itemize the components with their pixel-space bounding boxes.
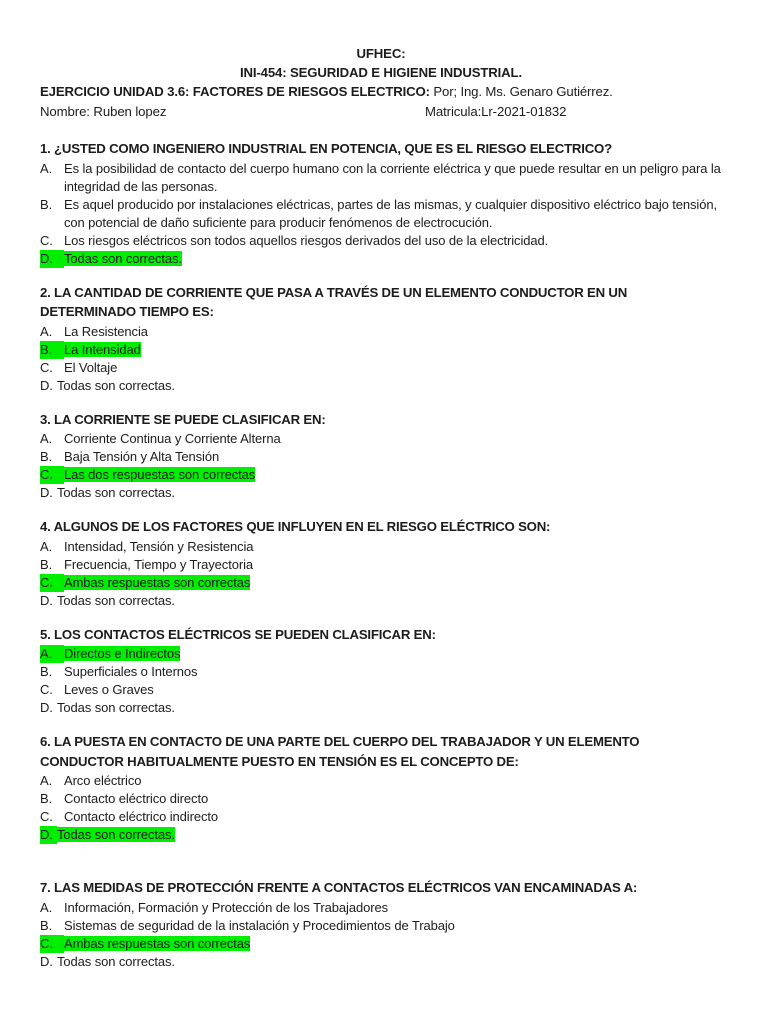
option-text: Todas son correctas. <box>57 377 175 393</box>
option-text: Frecuencia, Tiempo y Trayectoria <box>64 556 253 572</box>
question-title: 6. LA PUESTA EN CONTACTO DE UNA PARTE DEL CUERPO DEL TRABAJADOR Y UN ELEMENTO CONDUCTOR HABITUALMENTE PUESTO EN TENSIÓN ES EL CONCEPTO DE: <box>40 734 640 769</box>
option-letter: C. <box>40 359 53 375</box>
option-text: Contacto eléctrico directo <box>64 791 209 806</box>
option-text: Todas son correctas. <box>57 592 175 608</box>
header-institution: UFHEC: <box>356 46 406 61</box>
option-text: Leves o Graves <box>64 682 154 697</box>
header-exercise <box>40 82 722 101</box>
answer-option[interactable] <box>40 935 722 953</box>
question-block <box>40 625 722 718</box>
option-text <box>64 341 722 359</box>
option-letter: D. <box>40 592 53 608</box>
question-title: 4. ALGUNOS DE LOS FACTORES QUE INFLUYEN EN EL RIESGO ELÉCTRICO SON: <box>40 519 551 534</box>
document-header <box>40 44 722 122</box>
answer-option[interactable] <box>40 377 722 395</box>
option-text: Superficiales o Internos <box>64 664 198 679</box>
highlight-mark: Todas son correctas. <box>57 827 175 842</box>
answer-option[interactable] <box>40 196 722 232</box>
option-letter: B. <box>40 341 64 359</box>
highlight-mark: La Intensidad <box>64 341 141 357</box>
option-letter: D. <box>40 485 53 500</box>
option-text: Intensidad, Tensión y Resistencia <box>64 538 254 554</box>
student-name: Nombre: Ruben lopez <box>40 104 167 119</box>
option-text <box>64 645 722 663</box>
option-text: El Voltaje <box>64 359 118 375</box>
option-text <box>64 250 722 268</box>
answer-option[interactable] <box>40 681 722 699</box>
answer-option[interactable] <box>40 826 722 844</box>
option-letter: C. <box>40 232 53 248</box>
option-letter: B. <box>40 917 53 933</box>
option-letter: A. <box>40 431 53 446</box>
answer-option[interactable] <box>40 484 722 502</box>
option-letter: A. <box>40 160 53 176</box>
answer-option[interactable] <box>40 556 722 574</box>
option-letter: B. <box>40 449 53 464</box>
question-title: 1. ¿USTED COMO INGENIERO INDUSTRIAL EN POTENCIA, QUE ES EL RIESGO ELECTRICO? <box>40 141 612 156</box>
option-text <box>64 466 722 484</box>
option-text <box>57 826 722 844</box>
questions-list <box>40 139 722 971</box>
question-block <box>40 732 722 844</box>
option-letter: D. <box>40 377 53 393</box>
answer-option[interactable] <box>40 808 722 826</box>
option-text: Todas son correctas. <box>57 485 175 500</box>
option-text <box>64 574 722 592</box>
answer-option[interactable] <box>40 466 722 484</box>
option-letter: B. <box>40 196 53 212</box>
question-block <box>40 410 722 503</box>
question-title: 3. LA CORRIENTE SE PUEDE CLASIFICAR EN: <box>40 411 326 427</box>
option-letter: C. <box>40 574 64 592</box>
header-instructor: Por; Ing. Ms. Genaro Gutiérrez. <box>429 84 613 99</box>
highlight-mark: Ambas respuestas son correctas <box>64 935 251 951</box>
question-block <box>40 139 722 268</box>
option-text: La Resistencia <box>64 323 148 339</box>
answer-option[interactable] <box>40 574 722 592</box>
option-letter: A. <box>40 323 53 339</box>
option-text: Baja Tensión y Alta Tensión <box>64 449 220 464</box>
answer-option[interactable] <box>40 790 722 808</box>
option-text: Todas son correctas. <box>57 953 175 969</box>
option-letter: D. <box>40 826 57 844</box>
option-letter: B. <box>40 791 53 806</box>
answer-option[interactable] <box>40 250 722 268</box>
answer-option[interactable] <box>40 430 722 448</box>
answer-option[interactable] <box>40 663 722 681</box>
answer-option[interactable] <box>40 359 722 377</box>
option-letter: C. <box>40 682 53 697</box>
header-course: INI-454: SEGURIDAD E HIGIENE INDUSTRIAL. <box>240 65 522 80</box>
option-letter: D. <box>40 250 64 268</box>
question-title: 2. LA CANTIDAD DE CORRIENTE QUE PASA A TRAVÉS DE UN ELEMENTO CONDUCTOR EN UN DETERMINADO TIEMPO ES: <box>40 284 628 319</box>
option-letter: A. <box>40 773 53 788</box>
answer-option[interactable] <box>40 772 722 790</box>
option-letter: B. <box>40 664 53 679</box>
option-text: Todas son correctas. <box>57 700 175 715</box>
answer-option[interactable] <box>40 953 722 971</box>
question-block <box>40 878 722 971</box>
option-letter: C. <box>40 809 53 824</box>
option-letter: D. <box>40 700 53 715</box>
option-text: Sistemas de seguridad de la instalación y Procedimientos de Trabajo <box>64 917 455 933</box>
option-letter: C. <box>40 935 64 953</box>
option-text: Contacto eléctrico indirecto <box>64 809 219 824</box>
option-text: Información, Formación y Protección de los Trabajadores <box>64 899 388 915</box>
option-text: Arco eléctrico <box>64 773 142 788</box>
option-text: Es aquel producido por instalaciones eléctricas, partes de las mismas, y cualquier dispositivo eléctrico bajo tensión, con potencial de daño suficiente para producir fenómenos de electrocución. <box>64 196 717 230</box>
option-text: Los riesgos eléctricos son todos aquellos riesgos derivados del uso de la electricidad. <box>64 232 549 248</box>
answer-option[interactable] <box>40 899 722 917</box>
question-block <box>40 517 722 610</box>
option-text: Es la posibilidad de contacto del cuerpo humano con la corriente eléctrica y que puede resultar en un peligro para la integridad de las personas. <box>64 160 721 194</box>
header-exercise-title: EJERCICIO UNIDAD 3.6: FACTORES DE RIESGOS ELECTRICO: <box>40 84 430 99</box>
student-identification-row <box>40 102 722 122</box>
highlight-mark: Directos e Indirectos <box>64 646 181 661</box>
option-letter: D. <box>40 953 53 969</box>
highlight-mark: Las dos respuestas son correctas <box>64 467 256 482</box>
option-letter: B. <box>40 556 53 572</box>
option-letter: A. <box>40 645 64 663</box>
answer-option[interactable] <box>40 645 722 663</box>
question-title: 7. LAS MEDIDAS DE PROTECCIÓN FRENTE A CONTACTOS ELÉCTRICOS VAN ENCAMINADAS A: <box>40 880 638 895</box>
question-title: 5. LOS CONTACTOS ELÉCTRICOS SE PUEDEN CLASIFICAR EN: <box>40 626 436 642</box>
answer-option[interactable] <box>40 592 722 610</box>
student-matricula: Matricula:Lr-2021-01832 <box>425 104 567 119</box>
answer-option[interactable] <box>40 917 722 935</box>
answer-option[interactable] <box>40 323 722 341</box>
highlight-mark: Todas son correctas. <box>64 250 182 266</box>
option-letter: A. <box>40 538 53 554</box>
option-text: Corriente Continua y Corriente Alterna <box>64 431 281 446</box>
option-text <box>64 935 722 953</box>
answer-option[interactable] <box>40 699 722 717</box>
answer-option[interactable] <box>40 232 722 250</box>
option-letter: C. <box>40 466 64 484</box>
question-block <box>40 283 722 395</box>
answer-option[interactable] <box>40 448 722 466</box>
highlight-mark: Ambas respuestas son correctas <box>64 574 251 590</box>
answer-option[interactable] <box>40 341 722 359</box>
answer-option[interactable] <box>40 538 722 556</box>
answer-option[interactable] <box>40 160 722 196</box>
option-letter: A. <box>40 899 53 915</box>
